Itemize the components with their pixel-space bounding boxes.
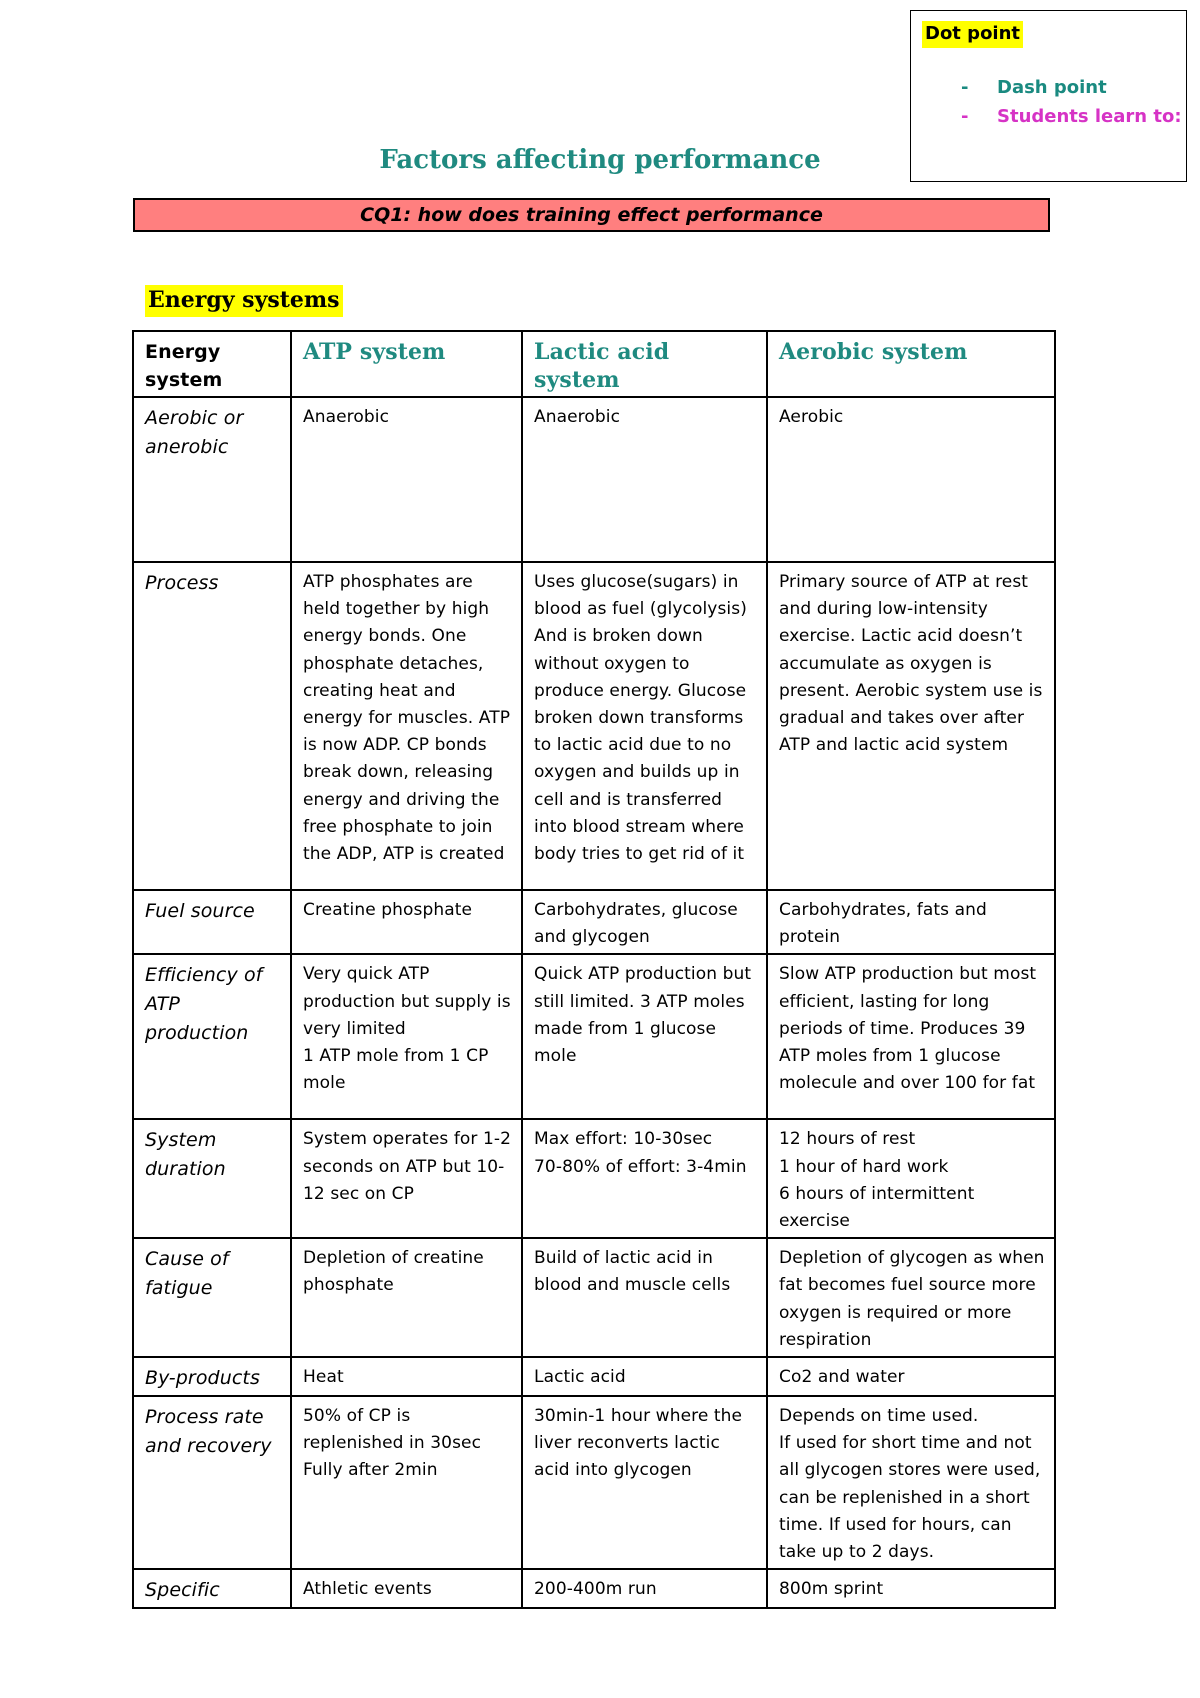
- table-row: [133, 562, 1055, 890]
- table-row: [133, 397, 1055, 562]
- table-cell: Slow ATP production but most efficient, lasting for long periods of time. Produces 39 ATP moles from 1 glucose molecule and over 100 for fat: [767, 954, 1055, 1119]
- corner-header: Energy system: [133, 331, 291, 397]
- table-cell: Carbohydrates, glucose and glycogen: [522, 890, 767, 954]
- table-cell: Aerobic: [767, 397, 1055, 562]
- legend-dot-point: Dot point: [922, 21, 1023, 48]
- table-cell: Carbohydrates, fats and protein: [767, 890, 1055, 954]
- table-cell: Anaerobic: [291, 397, 522, 562]
- table-cell: Heat: [291, 1357, 522, 1396]
- table-cell: Quick ATP production but still limited. 3 ATP moles made from 1 glucose mole: [522, 954, 767, 1119]
- energy-systems-table: [132, 330, 1056, 1609]
- row-label: Specific: [133, 1569, 291, 1608]
- table-cell: 800m sprint: [767, 1569, 1055, 1608]
- row-label: Process: [133, 562, 291, 890]
- table-row: [133, 1396, 1055, 1569]
- table-row: [133, 1569, 1055, 1608]
- table-cell: 12 hours of rest 1 hour of hard work 6 hours of intermittent exercise: [767, 1119, 1055, 1238]
- table-row: [133, 1119, 1055, 1238]
- legend-dash-label: Dash point: [997, 77, 1107, 98]
- row-label: Fuel source: [133, 890, 291, 954]
- table-cell: Max effort: 10-30sec 70-80% of effort: 3-4min: [522, 1119, 767, 1238]
- table-cell: Very quick ATP production but supply is very limited 1 ATP mole from 1 CP mole: [291, 954, 522, 1119]
- table-cell: Co2 and water: [767, 1357, 1055, 1396]
- table-cell: Creatine phosphate: [291, 890, 522, 954]
- column-header-lactic: Lactic acid system: [522, 331, 767, 397]
- table-cell: Build of lactic acid in blood and muscle cells: [522, 1238, 767, 1357]
- table-cell: Anaerobic: [522, 397, 767, 562]
- table-cell: Depletion of glycogen as when fat becomes fuel source more oxygen is required or more respiration: [767, 1238, 1055, 1357]
- table-row: [133, 1357, 1055, 1396]
- row-label: System duration: [133, 1119, 291, 1238]
- row-label: By-products: [133, 1357, 291, 1396]
- table-cell: ATP phosphates are held together by high energy bonds. One phosphate detaches, creating heat and energy for muscles. ATP is now ADP. CP bonds break down, releasing energy and driving the free phosphate to join the ADP, ATP is created: [291, 562, 522, 890]
- table-cell: Lactic acid: [522, 1357, 767, 1396]
- legend-students-learn: [961, 106, 1182, 128]
- legend-learn-label: Students learn to:: [997, 106, 1182, 127]
- table-cell: Primary source of ATP at rest and during low-intensity exercise. Lactic acid doesn’t accumulate as oxygen is present. Aerobic system use is gradual and takes over after ATP and lactic acid system: [767, 562, 1055, 890]
- table-row: [133, 890, 1055, 954]
- table-row: [133, 1238, 1055, 1357]
- row-label: Efficiency of ATP production: [133, 954, 291, 1119]
- row-label: Cause of fatigue: [133, 1238, 291, 1357]
- table-cell: 30min-1 hour where the liver reconverts lactic acid into glycogen: [522, 1396, 767, 1569]
- column-header-aerobic: Aerobic system: [767, 331, 1055, 397]
- column-header-atp: ATP system: [291, 331, 522, 397]
- section-heading: Energy systems: [145, 285, 343, 317]
- table-cell: Athletic events: [291, 1569, 522, 1608]
- table-row: [133, 954, 1055, 1119]
- table-cell: 50% of CP is replenished in 30sec Fully after 2min: [291, 1396, 522, 1569]
- page-title: Factors affecting performance: [379, 145, 821, 175]
- table-cell: Depletion of creatine phosphate: [291, 1238, 522, 1357]
- content-question-bar: CQ1: how does training effect performance: [133, 198, 1050, 232]
- row-label: Process rate and recovery: [133, 1396, 291, 1569]
- table-cell: 200-400m run: [522, 1569, 767, 1608]
- table-cell: Uses glucose(sugars) in blood as fuel (glycolysis) And is broken down without oxygen to produce energy. Glucose broken down transforms to lactic acid due to no oxygen and builds up in cell and is transferred into blood stream where body tries to get rid of it: [522, 562, 767, 890]
- legend-dash-point: [961, 77, 1107, 99]
- table-cell: Depends on time used. If used for short time and not all glycogen stores were used, can be replenished in a short time. If used for hours, can take up to 2 days.: [767, 1396, 1055, 1569]
- legend-dash-marker: -: [961, 77, 969, 98]
- table-header-row: [133, 331, 1055, 397]
- table-cell: System operates for 1-2 seconds on ATP but 10-12 sec on CP: [291, 1119, 522, 1238]
- row-label: Aerobic or anerobic: [133, 397, 291, 562]
- legend-learn-marker: -: [961, 106, 969, 127]
